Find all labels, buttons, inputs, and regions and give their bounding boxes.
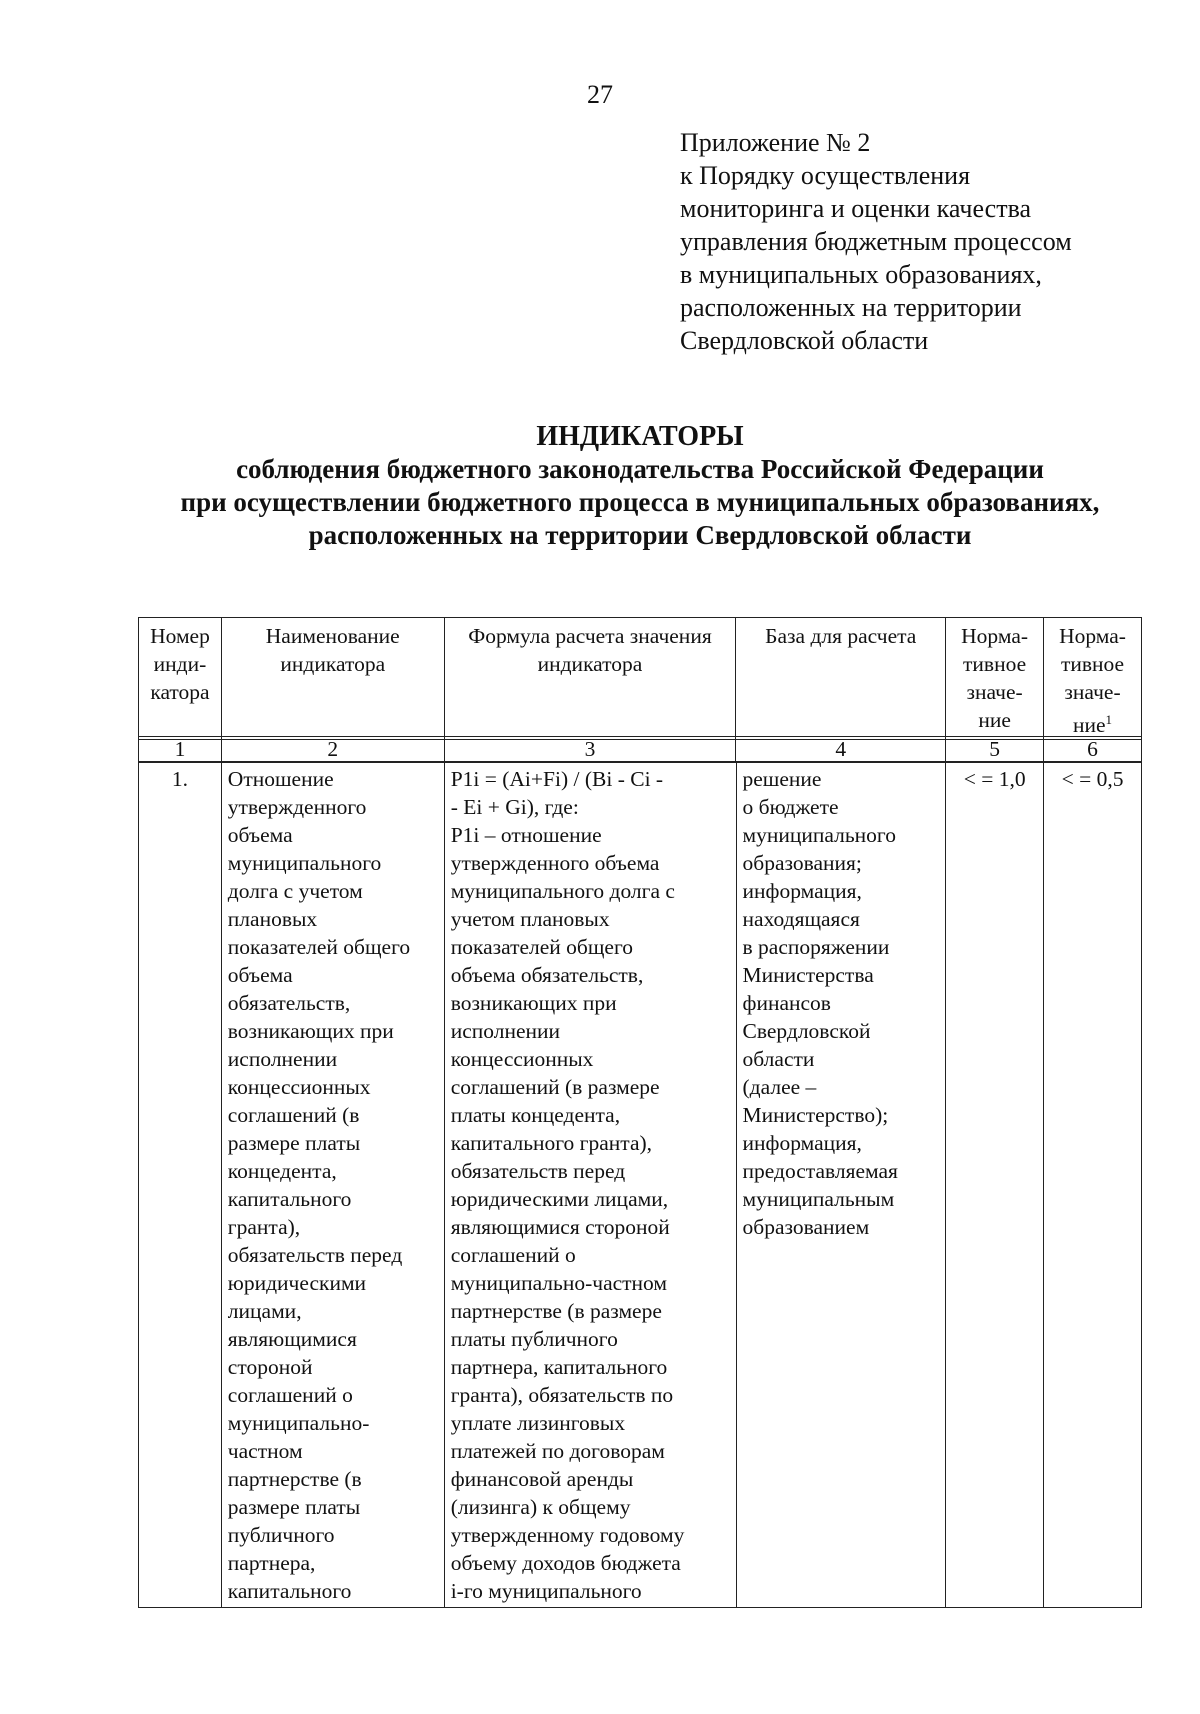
name-line: обязательств перед: [227, 1243, 403, 1267]
name-line: соглашений (в: [227, 1103, 360, 1127]
name-line: возникающих при: [227, 1019, 394, 1043]
formula-line: (лизинга) к общему: [450, 1495, 631, 1519]
name-line: исполнении: [227, 1047, 338, 1071]
appendix-line: Приложение № 2: [680, 128, 871, 157]
column-number: 3: [444, 737, 736, 762]
base-line: (далее –: [742, 1075, 817, 1099]
title-line: расположенных на территории Свердловской области: [308, 520, 972, 550]
row-name: [221, 763, 444, 1608]
header-norm: Норма- тивное значе- ние: [946, 618, 1044, 740]
name-line: размере платы: [227, 1131, 361, 1155]
formula-line: гранта), обязательств по: [450, 1383, 674, 1407]
formula-line: возникающих при: [450, 991, 617, 1015]
appendix-line: управления бюджетным процессом: [680, 227, 1072, 256]
name-line: Отношение: [227, 767, 334, 791]
base-line: финансов: [742, 991, 831, 1015]
name-line: концедента,: [227, 1159, 337, 1183]
name-line: муниципально-: [227, 1411, 370, 1435]
formula-line: уплате лизинговых: [450, 1411, 626, 1435]
table-header: [138, 617, 1142, 740]
document-title: [0, 420, 1200, 552]
header-base: База для расчета: [736, 618, 946, 740]
formula-line: капитального гранта),: [450, 1131, 653, 1155]
header-norm-2: Норма- тивное значе- ние$^1$: [1044, 618, 1142, 740]
footnote-mark: 1: [1105, 712, 1113, 727]
title-main: ИНДИКАТОРЫ: [536, 421, 744, 452]
name-line: соглашений о: [227, 1383, 353, 1407]
formula-line: партнера, капитального: [450, 1355, 668, 1379]
name-line: гранта),: [227, 1215, 301, 1239]
title-line: соблюдения бюджетного законодательства Российской Федерации: [236, 454, 1044, 484]
formula-line: соглашений (в размере: [450, 1075, 660, 1099]
header-formula: Формула расчета значения индикатора: [444, 618, 736, 740]
formula-line: - Ei + Gi), где:: [450, 795, 579, 819]
formula-line: показателей общего: [450, 935, 633, 959]
base-line: в распоряжении: [742, 935, 890, 959]
base-line: Министерство);: [742, 1103, 889, 1127]
name-line: долга с учетом: [227, 879, 363, 903]
formula-line: муниципального долга с: [450, 879, 675, 903]
base-line: Свердловской: [742, 1019, 871, 1043]
name-line: партнерстве (в: [227, 1467, 362, 1491]
header-name: Наименование индикатора: [221, 618, 444, 740]
column-numbers-row: [138, 736, 1142, 762]
formula-line: юридическими лицами,: [450, 1187, 669, 1211]
formula-line: финансовой аренды: [450, 1467, 634, 1491]
name-line: юридическими: [227, 1271, 367, 1295]
formula-line: являющимися стороной: [450, 1215, 670, 1239]
base-line: информация,: [742, 879, 862, 903]
name-line: капитального: [227, 1187, 352, 1211]
formula-line: платы концедента,: [450, 1103, 621, 1127]
row-norm-value-2: < = 0,5: [1044, 763, 1142, 1608]
appendix-line: расположенных на территории: [680, 293, 1022, 322]
base-line: муниципальным: [742, 1187, 895, 1211]
row-formula: [444, 763, 736, 1608]
formula-line: утвержденному годовому: [450, 1523, 685, 1547]
base-line: решение: [742, 767, 822, 791]
formula-line: P1i – отношение: [450, 823, 602, 847]
appendix-line: к Порядку осуществления: [680, 161, 971, 190]
name-line: лицами,: [227, 1299, 302, 1323]
name-line: капитального: [227, 1579, 352, 1603]
base-line: о бюджете: [742, 795, 839, 819]
base-line: Министерства: [742, 963, 874, 987]
name-line: публичного: [227, 1523, 335, 1547]
row-number: 1.: [139, 763, 222, 1608]
column-number: 2: [221, 737, 444, 762]
name-line: утвержденного: [227, 795, 367, 819]
name-line: частном: [227, 1439, 303, 1463]
header-number: Номер инди- катора: [139, 618, 222, 740]
name-line: стороной: [227, 1355, 313, 1379]
formula-line: утвержденного объема: [450, 851, 660, 875]
appendix-line: мониторинга и оценки качества: [680, 194, 1032, 223]
base-line: области: [742, 1047, 815, 1071]
base-line: информация,: [742, 1131, 862, 1155]
name-line: размере платы: [227, 1495, 361, 1519]
formula-line: платы публичного: [450, 1327, 618, 1351]
column-number: 6: [1044, 737, 1142, 762]
formula-line: объема обязательств,: [450, 963, 644, 987]
name-line: объема: [227, 963, 293, 987]
table-row: [138, 762, 1142, 1608]
name-line: партнера,: [227, 1551, 316, 1575]
name-line: концессионных: [227, 1075, 371, 1099]
formula-line: учетом плановых: [450, 907, 610, 931]
row-base: [736, 763, 946, 1608]
formula-line: объему доходов бюджета: [450, 1551, 681, 1575]
name-line: плановых: [227, 907, 318, 931]
formula-line: i-го муниципального: [450, 1579, 642, 1603]
appendix-line: в муниципальных образованиях,: [680, 260, 1042, 289]
column-number: 1: [139, 737, 222, 762]
formula-line: P1i = (Ai+Fi) / (Bi - Ci -: [450, 767, 664, 791]
name-line: объема: [227, 823, 293, 847]
name-line: показателей общего: [227, 935, 411, 959]
name-line: являющимися: [227, 1327, 357, 1351]
row-norm-value: < = 1,0: [946, 763, 1044, 1608]
base-line: муниципального: [742, 823, 896, 847]
name-line: обязательств,: [227, 991, 351, 1015]
base-line: образования;: [742, 851, 862, 875]
base-line: находящаяся: [742, 907, 860, 931]
formula-line: муниципально-частном: [450, 1271, 667, 1295]
title-line: при осуществлении бюджетного процесса в муниципальных образованиях,: [180, 487, 1100, 517]
base-line: предоставляемая: [742, 1159, 898, 1183]
page-number: 27: [587, 80, 613, 109]
formula-line: партнерстве (в размере: [450, 1299, 662, 1323]
formula-line: платежей по договорам: [450, 1439, 665, 1463]
appendix-header: [680, 126, 1072, 357]
base-line: образованием: [742, 1215, 870, 1239]
appendix-line: Свердловской области: [680, 326, 929, 355]
formula-line: обязательств перед: [450, 1159, 626, 1183]
formula-line: соглашений о: [450, 1243, 576, 1267]
column-number: 4: [736, 737, 946, 762]
column-number: 5: [946, 737, 1044, 762]
name-line: муниципального: [227, 851, 382, 875]
formula-line: концессионных: [450, 1047, 594, 1071]
formula-line: исполнении: [450, 1019, 561, 1043]
